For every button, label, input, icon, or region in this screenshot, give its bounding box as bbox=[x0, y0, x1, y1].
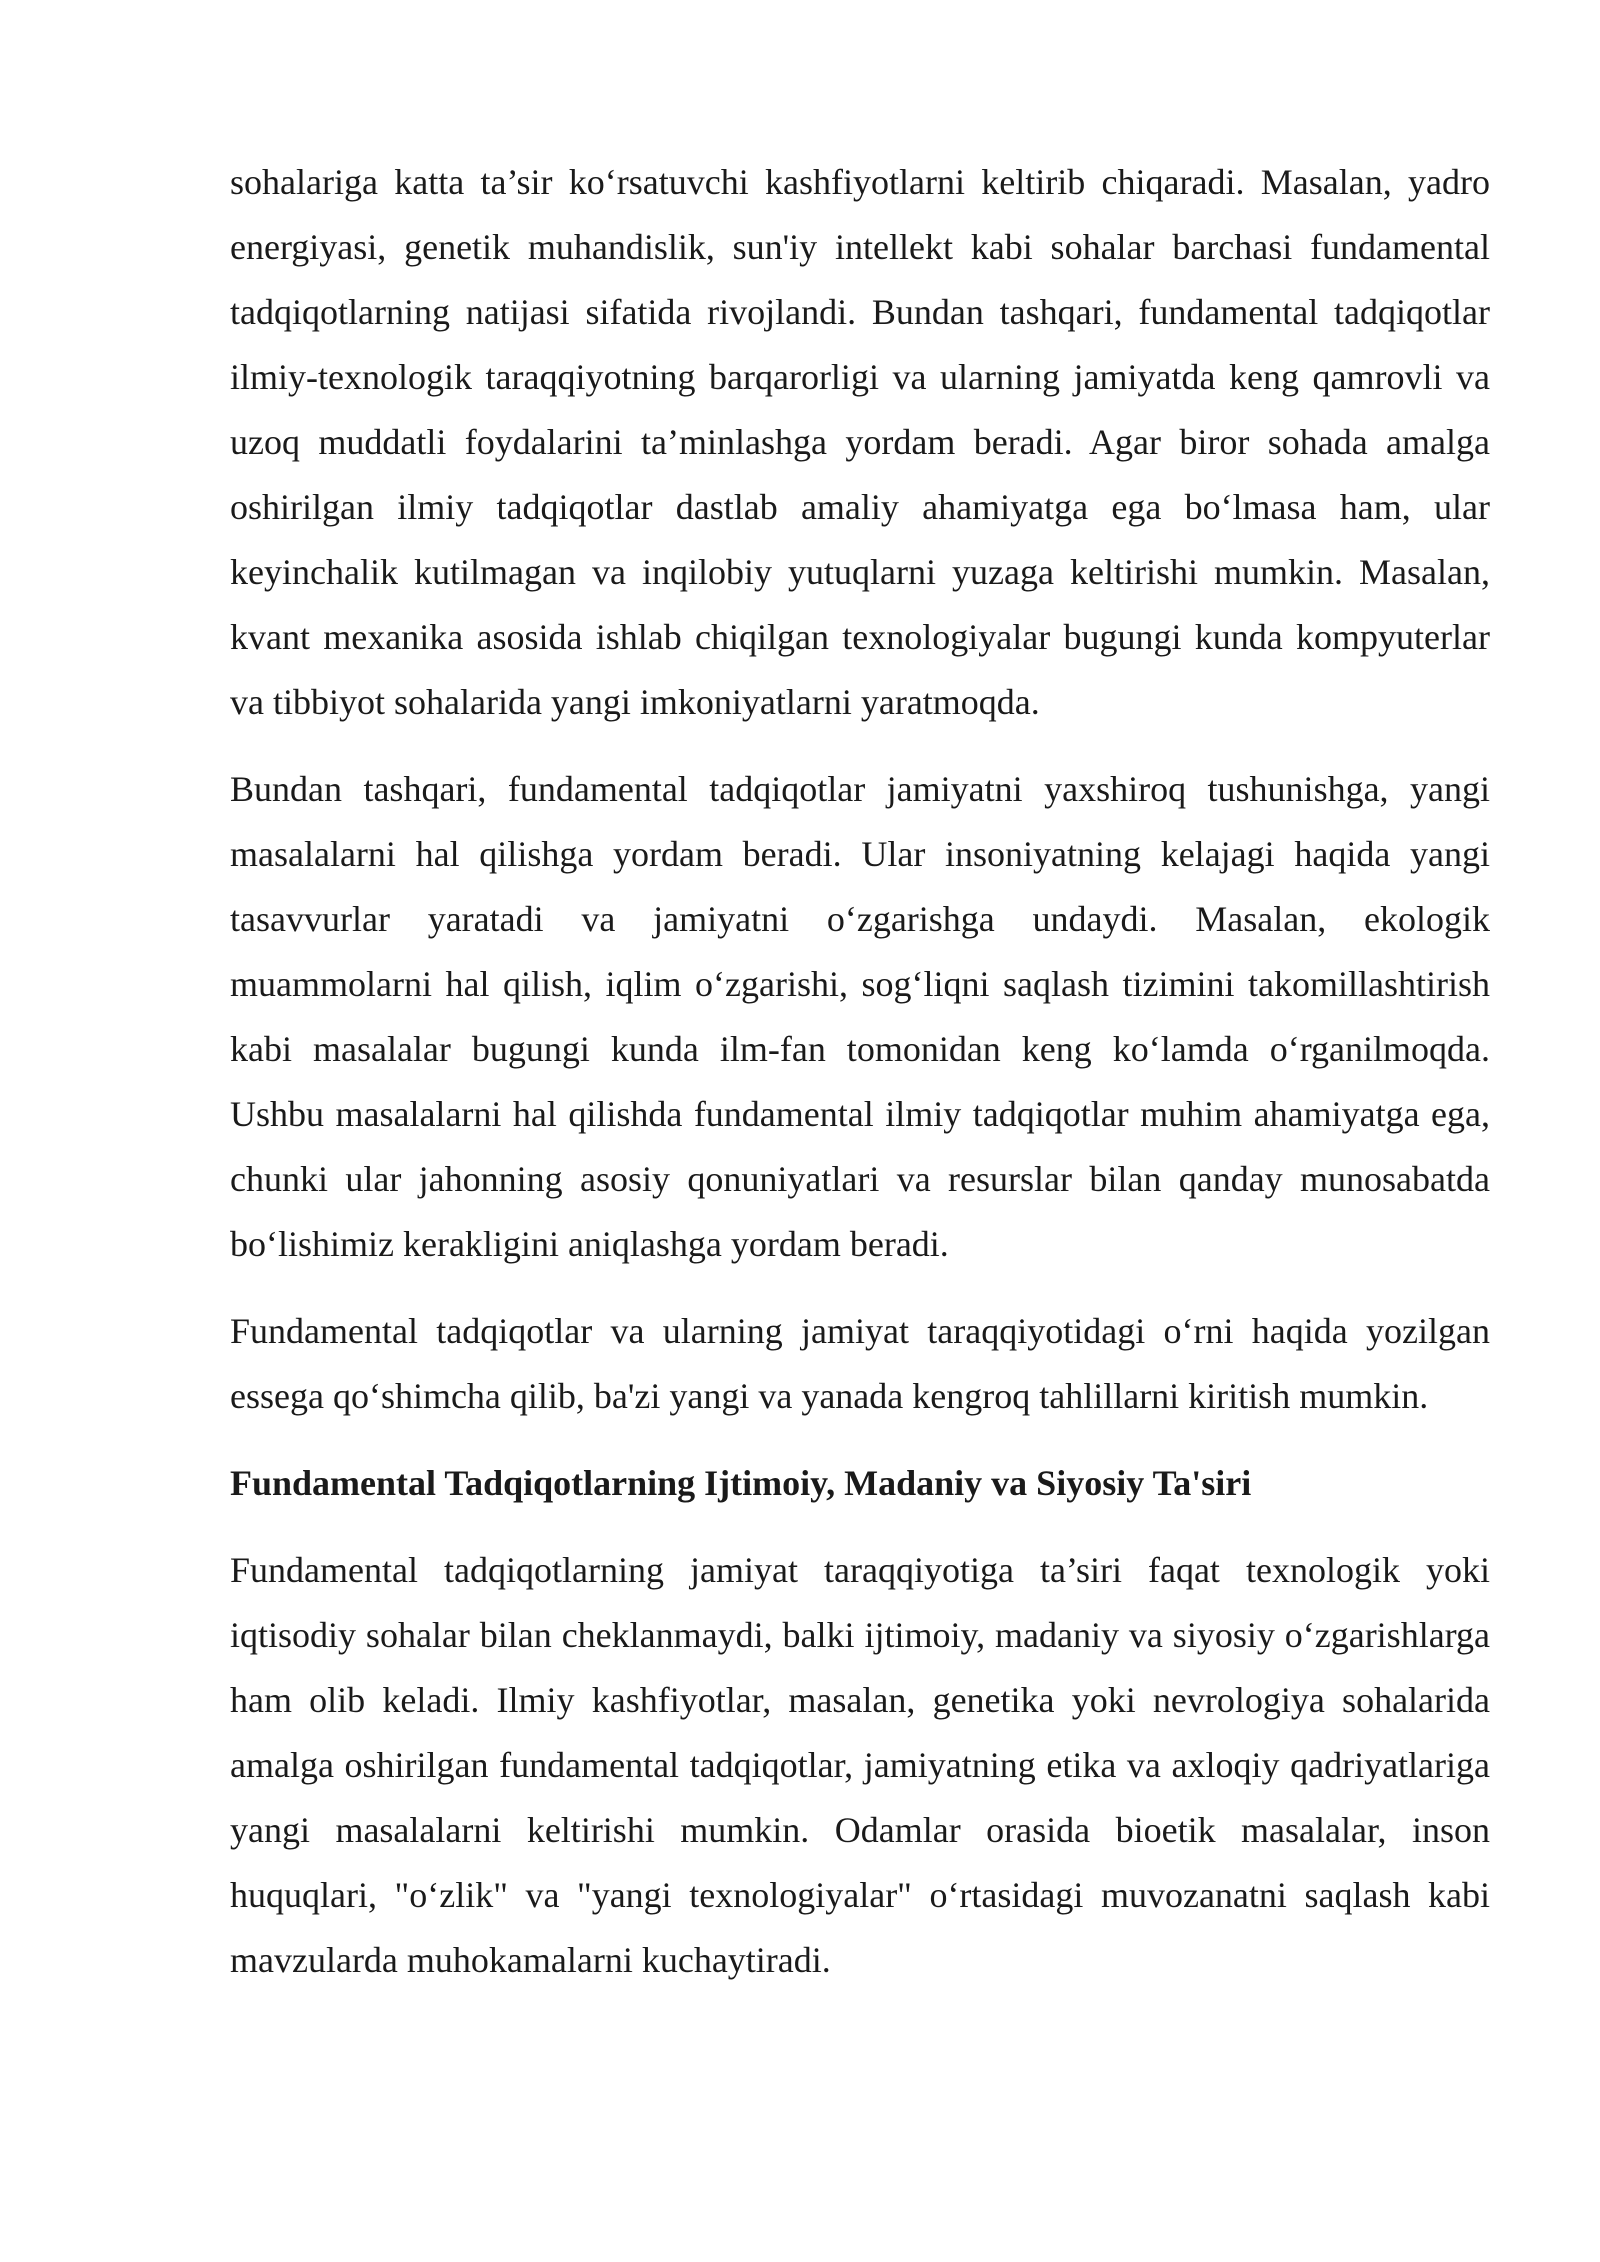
paragraph-2: Bundan tashqari, fundamental tadqiqotlar jamiyatni yaxshiroq tushunishga, yangi masalalarni hal qilishga yordam beradi. Ular insoniyatning kelajagi haqida yangi tasavvurlar yaratadi va jamiyatni o‘zgarishga undaydi. Masalan, ekologik muammolarni hal qilish, iqlim o‘zgarishi, sog‘liqni saqlash tizimini takomillashtirish kabi masalalar bugungi kunda ilm-fan tomonidan keng ko‘lamda o‘rganilmoqda. Ushbu masalalarni hal qilishda fundamental ilmiy tadqiqotlar muhim ahamiyatga ega, chunki ular jahonning asosiy qonuniyatlari va resurslar bilan qanday munosabatda bo‘lishimiz kerakligini aniqlashga yordam beradi. bbox=[230, 769, 1490, 1264]
section-heading: Fundamental Tadqiqotlarning Ijtimoiy, Madaniy va Siyosiy Ta'siri bbox=[230, 1463, 1252, 1503]
document-body bbox=[230, 150, 1490, 2015]
paragraph-1: sohalariga katta ta’sir ko‘rsatuvchi kashfiyotlarni keltirib chiqaradi. Masalan, yadro energiyasi, genetik muhandislik, sun'iy intellekt kabi sohalar barchasi fundamental tadqiqotlarning natijasi sifatida rivojlandi. Bundan tashqari, fundamental tadqiqotlar ilmiy-texnologik taraqqiyotning barqarorligi va ularning jamiyatda keng qamrovli va uzoq muddatli foydalarini ta’minlashga yordam beradi. Agar biror sohada amalga oshirilgan ilmiy tadqiqotlar dastlab amaliy ahamiyatga ega bo‘lmasa ham, ular keyinchalik kutilmagan va inqilobiy yutuqlarni yuzaga keltirishi mumkin. Masalan, kvant mexanika asosida ishlab chiqilgan texnologiyalar bugungi kunda kompyuterlar va tibbiyot sohalarida yangi imkoniyatlarni yaratmoqda. bbox=[230, 162, 1490, 722]
paragraph-4: Fundamental tadqiqotlarning jamiyat taraqqiyotiga ta’siri faqat texnologik yoki iqtisodiy sohalar bilan cheklanmaydi, balki ijtimoiy, madaniy va siyosiy o‘zgarishlarga ham olib keladi. Ilmiy kashfiyotlar, masalan, genetika yoki nevrologiya sohalarida amalga oshirilgan fundamental tadqiqotlar, jamiyatning etika va axloqiy qadriyatlariga yangi masalalarni keltirishi mumkin. Odamlar orasida bioetik masalalar, inson huquqlari, "o‘zlik" va "yangi texnologiyalar" o‘rtasidagi muvozanatni saqlash kabi mavzularda muhokamalarni kuchaytiradi. bbox=[230, 1550, 1490, 1980]
paragraph-3: Fundamental tadqiqotlar va ularning jamiyat taraqqiyotidagi o‘rni haqida yozilgan essega qo‘shimcha qilib, ba'zi yangi va yanada kengroq tahlillarni kiritish mumkin. bbox=[230, 1311, 1490, 1416]
